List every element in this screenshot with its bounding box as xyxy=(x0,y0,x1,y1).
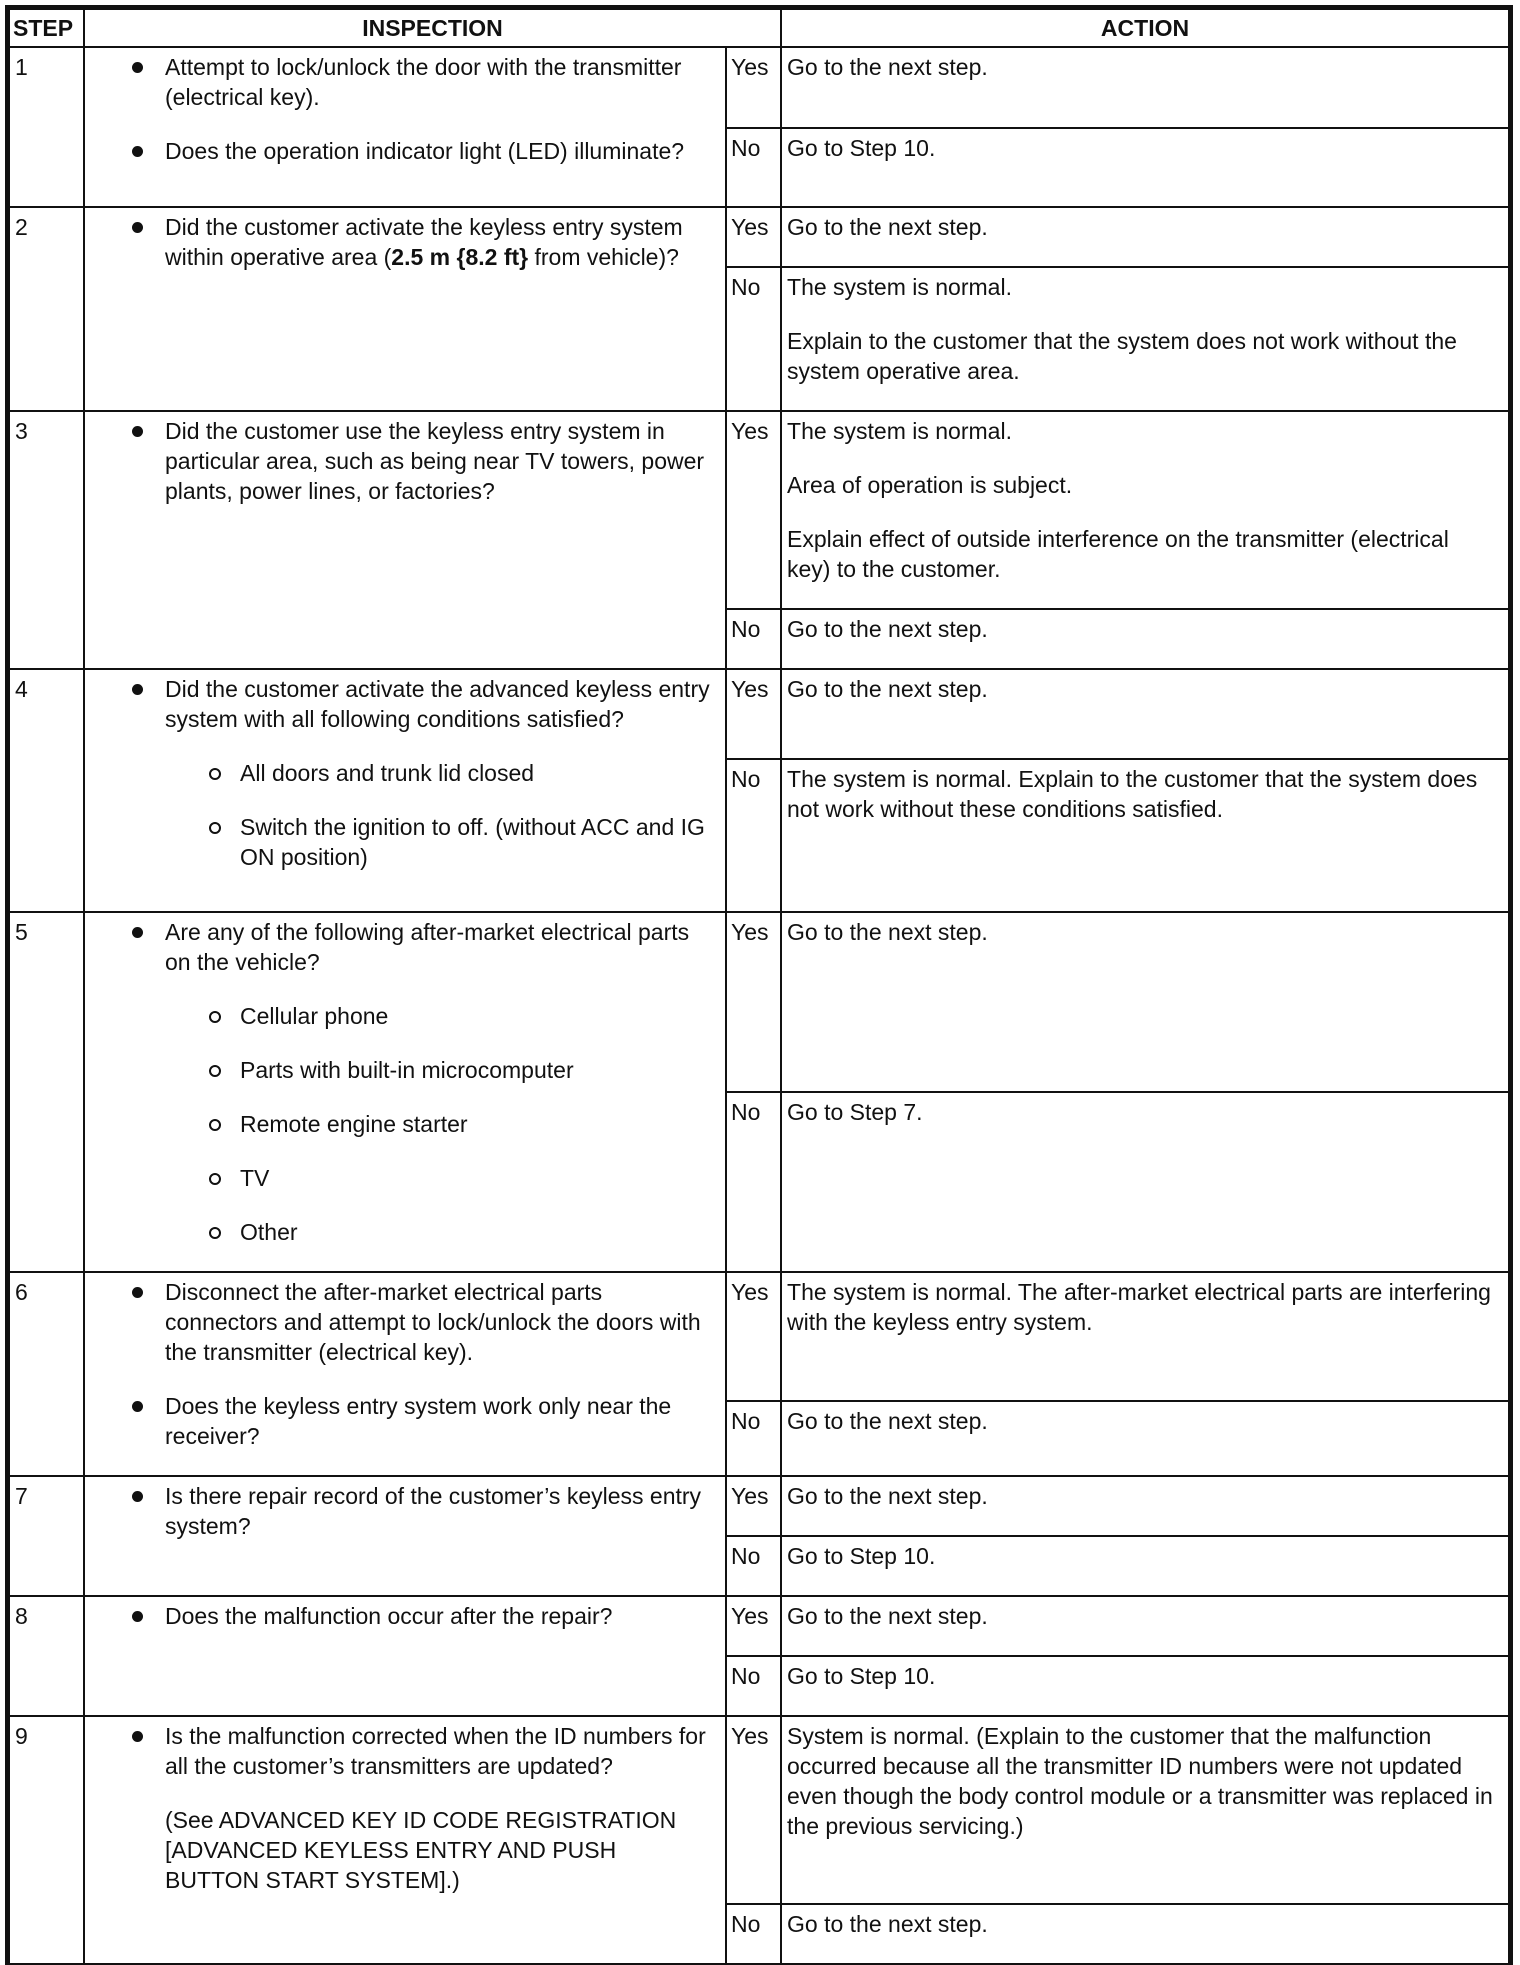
action-no xyxy=(781,759,1509,912)
bullet-item xyxy=(85,1391,713,1451)
bullet-item xyxy=(85,52,713,112)
inspection-cell xyxy=(84,1596,726,1716)
item-text: All doors and trunk lid closed xyxy=(240,760,535,786)
item-text: Remote engine starter xyxy=(240,1111,468,1137)
action-yes xyxy=(781,912,1509,1092)
action-no xyxy=(781,1401,1509,1476)
action-yes xyxy=(781,207,1509,267)
sub-item xyxy=(85,1163,713,1193)
inspection-cell xyxy=(84,669,726,912)
step-number: 6 xyxy=(9,1272,84,1476)
action-text: System is normal. (Explain to the customer that the malfunction occurred because all the transmitter ID numbers were not updated even though the body control module or a transmitter was replaced in the previous servicing.) xyxy=(787,1723,1493,1839)
step-number: 5 xyxy=(9,912,84,1272)
action-no xyxy=(781,128,1509,207)
action-text: The system is normal. xyxy=(787,274,1012,300)
no-label: No xyxy=(726,609,781,669)
item-text: Did the customer use the keyless entry system in particular area, such as being near TV towers, power plants, power lines, or factories? xyxy=(165,418,705,504)
troubleshooting-table xyxy=(8,8,1510,1965)
yes-label: Yes xyxy=(726,1272,781,1401)
yes-label: Yes xyxy=(726,47,781,128)
step-row-yes xyxy=(9,1272,1509,1401)
sub-item xyxy=(85,1109,713,1139)
item-text: Other xyxy=(240,1219,298,1245)
inspection-cell xyxy=(84,1716,726,1964)
no-label: No xyxy=(726,267,781,411)
sub-item xyxy=(85,1055,713,1085)
no-label: No xyxy=(726,1092,781,1272)
item-text: Switch the ignition to off. (without ACC and IG ON position) xyxy=(240,814,705,870)
step-number: 3 xyxy=(9,411,84,669)
action-text: Go to the next step. xyxy=(787,214,988,240)
item-text: Is the malfunction corrected when the ID numbers for all the customer’s transmitters are updated? xyxy=(165,1723,706,1779)
sub-item xyxy=(85,812,713,872)
action-text: The system is normal. xyxy=(787,418,1012,444)
item-text: Did the customer activate the keyless entry system within operative area ( xyxy=(165,214,683,270)
sub-item xyxy=(85,758,713,788)
bullet-item xyxy=(85,416,713,506)
yes-label: Yes xyxy=(726,1716,781,1904)
action-yes xyxy=(781,411,1509,609)
action-no xyxy=(781,1092,1509,1272)
no-label: No xyxy=(726,1536,781,1596)
item-text: Is there repair record of the customer’s keyless entry system? xyxy=(165,1483,702,1539)
sub-item xyxy=(85,1001,713,1031)
item-text: Does the malfunction occur after the repair? xyxy=(165,1603,613,1629)
note-item xyxy=(85,1805,713,1895)
no-label: No xyxy=(726,128,781,207)
action-text: Explain effect of outside interference on the transmitter (electrical key) to the customer. xyxy=(787,526,1449,582)
bullet-item xyxy=(85,136,713,166)
bullet-item xyxy=(85,1601,713,1631)
yes-label: Yes xyxy=(726,912,781,1092)
table-body xyxy=(9,47,1509,1964)
bullet-item xyxy=(85,1277,713,1367)
bullet-item xyxy=(85,674,713,734)
item-text: Attempt to lock/unlock the door with the transmitter (electrical key). xyxy=(165,54,682,110)
action-text: Go to Step 10. xyxy=(787,1543,936,1569)
action-text: Go to the next step. xyxy=(787,54,988,80)
action-text: Go to the next step. xyxy=(787,1603,988,1629)
item-text: Does the keyless entry system work only near the receiver? xyxy=(165,1393,672,1449)
action-yes xyxy=(781,1476,1509,1536)
inspection-cell xyxy=(84,207,726,411)
inspection-cell xyxy=(84,411,726,669)
inspection-cell xyxy=(84,1272,726,1476)
step-row-yes xyxy=(9,1596,1509,1656)
action-text: Go to the next step. xyxy=(787,1911,988,1937)
action-text: The system is normal. Explain to the customer that the system does not work without these conditions satisfied. xyxy=(787,766,1478,822)
action-text: Go to the next step. xyxy=(787,1483,988,1509)
item-text: Does the operation indicator light (LED) illuminate? xyxy=(165,138,685,164)
item-text: from vehicle)? xyxy=(528,244,679,270)
action-text: Go to the next step. xyxy=(787,616,988,642)
no-label: No xyxy=(726,1656,781,1716)
action-no xyxy=(781,267,1509,411)
step-row-yes xyxy=(9,1716,1509,1904)
step-row-yes xyxy=(9,411,1509,609)
item-text: (See ADVANCED KEY ID CODE REGISTRATION [ADVANCED KEYLESS ENTRY AND PUSH BUTTON START SYSTEM].) xyxy=(165,1807,677,1893)
no-label: No xyxy=(726,1401,781,1476)
action-no xyxy=(781,1904,1509,1964)
action-text: Go to the next step. xyxy=(787,1408,988,1435)
yes-label: Yes xyxy=(726,207,781,267)
item-text: Cellular phone xyxy=(240,1003,389,1029)
action-no xyxy=(781,609,1509,669)
bullet-item xyxy=(85,212,713,272)
inspection-cell xyxy=(84,1476,726,1596)
yes-label: Yes xyxy=(726,669,781,759)
item-text: Did the customer activate the advanced keyless entry system with all following conditions satisfied? xyxy=(165,676,710,732)
action-text: Area of operation is subject. xyxy=(787,472,1073,498)
item-text: Disconnect the after-market electrical parts connectors and attempt to lock/unlock the doors with the transmitter (electrical key). xyxy=(165,1279,701,1365)
step-row-yes xyxy=(9,912,1509,1092)
yes-label: Yes xyxy=(726,1476,781,1536)
header-action: ACTION xyxy=(781,9,1509,47)
step-number: 9 xyxy=(9,1716,84,1964)
spec-value: 2.5 m {8.2 ft} xyxy=(391,244,529,270)
header-row xyxy=(9,9,1509,47)
action-text: Go to Step 10. xyxy=(787,1663,936,1689)
action-no xyxy=(781,1536,1509,1596)
step-number: 7 xyxy=(9,1476,84,1596)
inspection-cell xyxy=(84,912,726,1272)
item-text: TV xyxy=(240,1165,270,1191)
bullet-item xyxy=(85,917,713,977)
action-text: Go to Step 10. xyxy=(787,135,936,161)
header-inspection: INSPECTION xyxy=(84,9,781,47)
header-step: STEP xyxy=(9,9,84,47)
action-yes xyxy=(781,1596,1509,1656)
step-number: 1 xyxy=(9,47,84,207)
item-text: Are any of the following after-market electrical parts on the vehicle? xyxy=(165,919,690,975)
inspection-cell xyxy=(84,47,726,207)
item-text: Parts with built-in microcomputer xyxy=(240,1057,574,1083)
step-row-yes xyxy=(9,47,1509,128)
step-number: 8 xyxy=(9,1596,84,1716)
action-yes xyxy=(781,1272,1509,1401)
yes-label: Yes xyxy=(726,1596,781,1656)
bullet-item xyxy=(85,1721,713,1781)
step-row-yes xyxy=(9,1476,1509,1536)
no-label: No xyxy=(726,759,781,912)
step-number: 2 xyxy=(9,207,84,411)
action-text: Go to the next step. xyxy=(787,676,988,702)
action-text: Explain to the customer that the system does not work without the system operative area. xyxy=(787,328,1457,384)
yes-label: Yes xyxy=(726,411,781,609)
step-row-yes xyxy=(9,669,1509,759)
step-number: 4 xyxy=(9,669,84,912)
action-text: Go to Step 7. xyxy=(787,1099,923,1125)
action-no xyxy=(781,1656,1509,1716)
action-yes xyxy=(781,47,1509,128)
sub-item xyxy=(85,1217,713,1247)
bullet-item xyxy=(85,1481,713,1541)
action-yes xyxy=(781,669,1509,759)
action-text: The system is normal. The after-market electrical parts are interfering with the keyless entry system. xyxy=(787,1279,1491,1335)
action-yes xyxy=(781,1716,1509,1904)
no-label: No xyxy=(726,1904,781,1964)
step-row-yes xyxy=(9,207,1509,267)
action-text: Go to the next step. xyxy=(787,919,988,945)
